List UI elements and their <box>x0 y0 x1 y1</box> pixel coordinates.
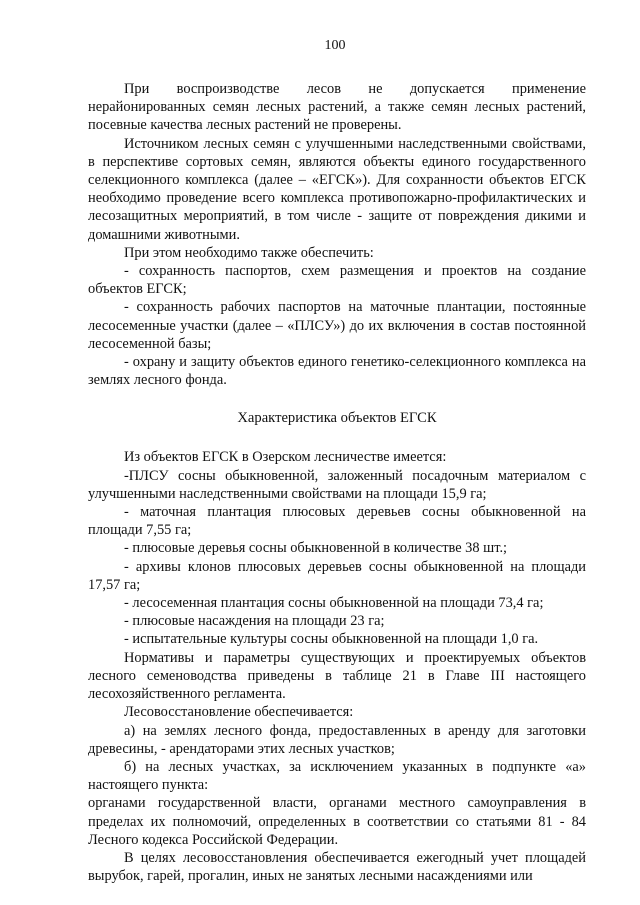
paragraph: Источником лесных семян с улучшенными наследственными свойствами, в перспективе сортовых семян, являются объекты единого государственного селекционного комплекса (далее – «ЕГСК»). Для сохранности объектов ЕГСК необходимо проведение всего комплекса противопожарно-профилактических и лесозащитных мероприятий, в том числе - защите от повреждения дикими и домашними животными. <box>88 135 586 243</box>
paragraph: Из объектов ЕГСК в Озерском лесничестве имеется: <box>124 449 447 466</box>
list-item: а) на землях лесного фонда, предоставленных в аренду для заготовки древесины, - арендаторами этих лесных участков; <box>88 722 586 757</box>
paragraph: органами государственной власти, органами местного самоуправления в пределах их полномочий, определенных в соответствии со статьями 81 - 84 Лесного кодекса Российской Федерации. <box>88 795 586 848</box>
paragraph: Лесовосстановление обеспечивается: <box>124 704 354 721</box>
list-item: б) на лесных участках, за исключением указанных в подпункте «а» настоящего пункта: <box>88 758 586 794</box>
list-item: - архивы клонов плюсовых деревьев сосны обыкновенной на площади 17,57 га; <box>88 558 586 593</box>
paragraph: Нормативы и параметры существующих и проектируемых объектов лесного семеноводства приведены в таблице 21 в Главе III настоящего лесохозяйственного регламента. <box>88 649 586 703</box>
list-item: - плюсовые насаждения на площади 23 га; <box>124 613 385 630</box>
section-title: Характеристика объектов ЕГСК <box>237 410 437 427</box>
list-item: - лесосеменная плантация сосны обыкновенной на площади 73,4 га; <box>124 595 544 612</box>
list-item: - испытательные культуры сосны обыкновенной на площади 1,0 га. <box>124 631 539 648</box>
body-text-top <box>88 80 586 389</box>
paragraph: При воспроизводстве лесов не допускается применение нерайонированных семян лесных растений, а также семян лесных растений, посевные качества лесных растений не проверены. <box>88 81 586 134</box>
list-item: -ПЛСУ сосны обыкновенной, заложенный посадочным материалом с улучшенными наследственными свойствами на площади 15,9 га; <box>88 467 586 502</box>
list-item: - маточная плантация плюсовых деревьев сосны обыкновенной на площади 7,55 га; <box>88 504 586 539</box>
list-item: - сохранность паспортов, схем размещения и проектов на создание объектов ЕГСК; <box>88 263 586 298</box>
body-text-bottom <box>88 448 586 885</box>
list-item: - плюсовые деревья сосны обыкновенной в количестве 38 шт.; <box>124 540 508 557</box>
page-number: 100 <box>324 38 346 53</box>
list-item: - сохранность рабочих паспортов на маточные плантации, постоянные лесосеменные участки (далее – «ПЛСУ») до их включения в состав постоянной лесосеменной базы; <box>88 299 586 352</box>
paragraph: При этом необходимо также обеспечить: <box>124 244 374 261</box>
list-item: - охрану и защиту объектов единого генетико-селекционного комплекса на землях лесного фонда. <box>88 354 586 389</box>
paragraph: В целях лесовосстановления обеспечивается ежегодный учет площадей вырубок, гарей, прогалин, иных не занятых лесными насаждениями или <box>88 849 586 885</box>
